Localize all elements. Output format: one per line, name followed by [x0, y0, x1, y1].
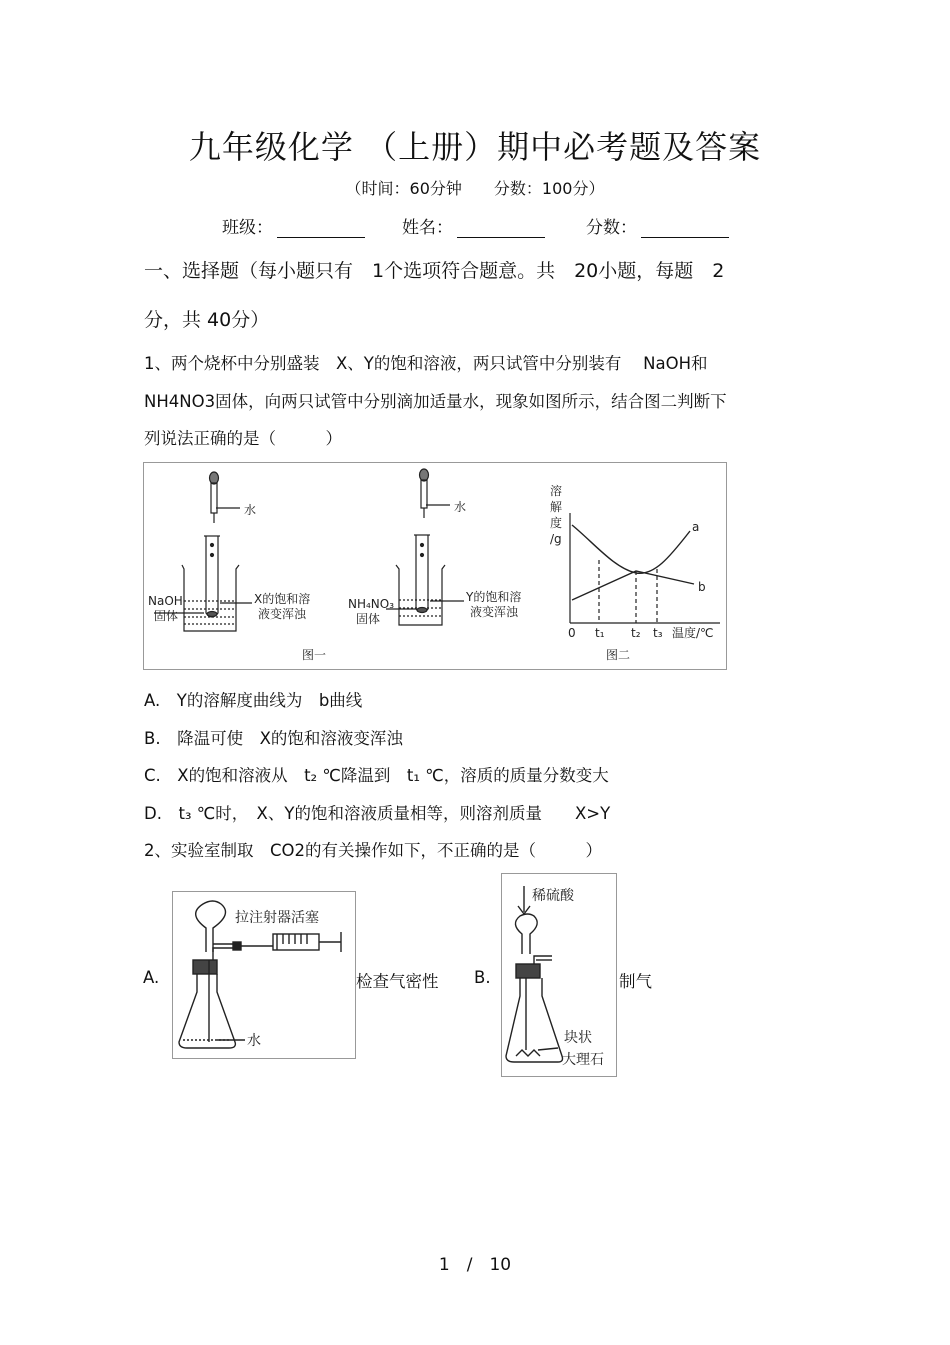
class-blank[interactable]: [277, 219, 365, 238]
x-tick-t3: t₃: [653, 626, 663, 640]
left-note-2: 液变浑浊: [258, 607, 307, 621]
left-note-1: X的饱和溶: [254, 592, 311, 606]
airtightness-apparatus: [173, 892, 355, 1058]
caption-fig2: 图二: [606, 648, 631, 662]
solid-label-1: 块状: [564, 1030, 592, 1046]
score-field: [586, 213, 729, 238]
caption-fig1: 图一: [302, 648, 327, 662]
q1-option-b[interactable]: B. 降温可使 X的饱和溶液变浑浊: [144, 729, 403, 748]
left-solid-label-1: NaOH: [148, 594, 183, 608]
q2-option-a-text[interactable]: 检查气密性: [356, 972, 439, 991]
q2-option-b-text[interactable]: 制气: [619, 972, 652, 991]
syringe-label: 拉注射器活塞: [235, 910, 319, 926]
section-heading-line2: 分，共 40分）: [144, 309, 270, 331]
gas-generation-apparatus: [502, 874, 616, 1076]
name-field: [402, 213, 545, 238]
score-label: 分数：: [586, 218, 637, 238]
q2-option-b-letter[interactable]: B.: [474, 968, 491, 987]
page-title: 九年级化学 （上册）期中必考题及答案: [188, 128, 762, 166]
ylabel-char-4: /g: [550, 532, 562, 546]
class-field: [222, 213, 365, 238]
acid-label: 稀硫酸: [532, 888, 574, 904]
left-water-label: 水: [244, 503, 257, 517]
q2-option-a-letter[interactable]: A.: [143, 968, 160, 987]
name-blank[interactable]: [457, 219, 545, 238]
score-blank[interactable]: [641, 219, 729, 238]
q1-stem-line3: 列说法正确的是（ ）: [144, 429, 342, 448]
section-heading-line1: 一、选择题（每小题只有 1个选项符合题意。共 20小题，每题 2: [144, 260, 725, 282]
x-tick-t2: t₂: [631, 626, 641, 640]
right-water-label: 水: [454, 500, 467, 514]
q1-stem-line2: NH4NO3固体，向两只试管中分别滴加适量水，现象如图所示，结合图二判断下: [144, 392, 727, 411]
right-note-2: 液变浑浊: [470, 605, 519, 619]
ylabel-char-1: 溶: [550, 484, 563, 498]
q1-stem-line1: 1、两个烧杯中分别盛装 X、Y的饱和溶液，两只试管中分别装有 NaOH和: [144, 354, 708, 373]
class-label: 班级：: [222, 218, 273, 238]
q1-option-d[interactable]: D. t₃ ℃时， X、Y的饱和溶液质量相等，则溶剂质量 X>Y: [144, 804, 611, 823]
q1-option-a[interactable]: A. Y的溶解度曲线为 b曲线: [144, 691, 363, 710]
exam-time-score: （时间：60分钟 分数：100分）: [345, 179, 605, 198]
right-note-1: Y的饱和溶: [466, 590, 522, 604]
water-label: 水: [247, 1033, 261, 1049]
q1-figure: [143, 462, 727, 670]
curve-a: [572, 525, 690, 573]
funnel-bulb: [515, 914, 537, 954]
name-label: 姓名：: [402, 218, 453, 238]
ylabel-char-3: 度: [550, 516, 563, 530]
q1-option-c[interactable]: C. X的饱和溶液从 t₂ ℃降温到 t₁ ℃，溶质的质量分数变大: [144, 766, 609, 785]
x-tick-t1: t₁: [595, 626, 605, 640]
q2-option-a-figure: [172, 891, 356, 1059]
curve-b-label: b: [698, 580, 706, 594]
ylabel-char-2: 解: [550, 500, 563, 514]
q1-figure-drawing: [144, 463, 726, 669]
right-solid-label-1: NH₄NO₃: [348, 597, 395, 611]
left-solid-label-2: 固体: [154, 609, 179, 623]
x-axis-label: 温度/℃: [672, 626, 714, 640]
curve-b: [572, 571, 694, 600]
right-solid-label-2: 固体: [356, 612, 381, 626]
x-tick-0: 0: [568, 626, 576, 640]
page-number: 1 / 10: [438, 1255, 512, 1275]
q2-option-b-figure: [501, 873, 617, 1077]
q2-stem: 2、实验室制取 CO2的有关操作如下，不正确的是（ ）: [144, 841, 603, 860]
solid-label-2: 大理石: [562, 1052, 604, 1068]
curve-a-label: a: [692, 520, 700, 534]
